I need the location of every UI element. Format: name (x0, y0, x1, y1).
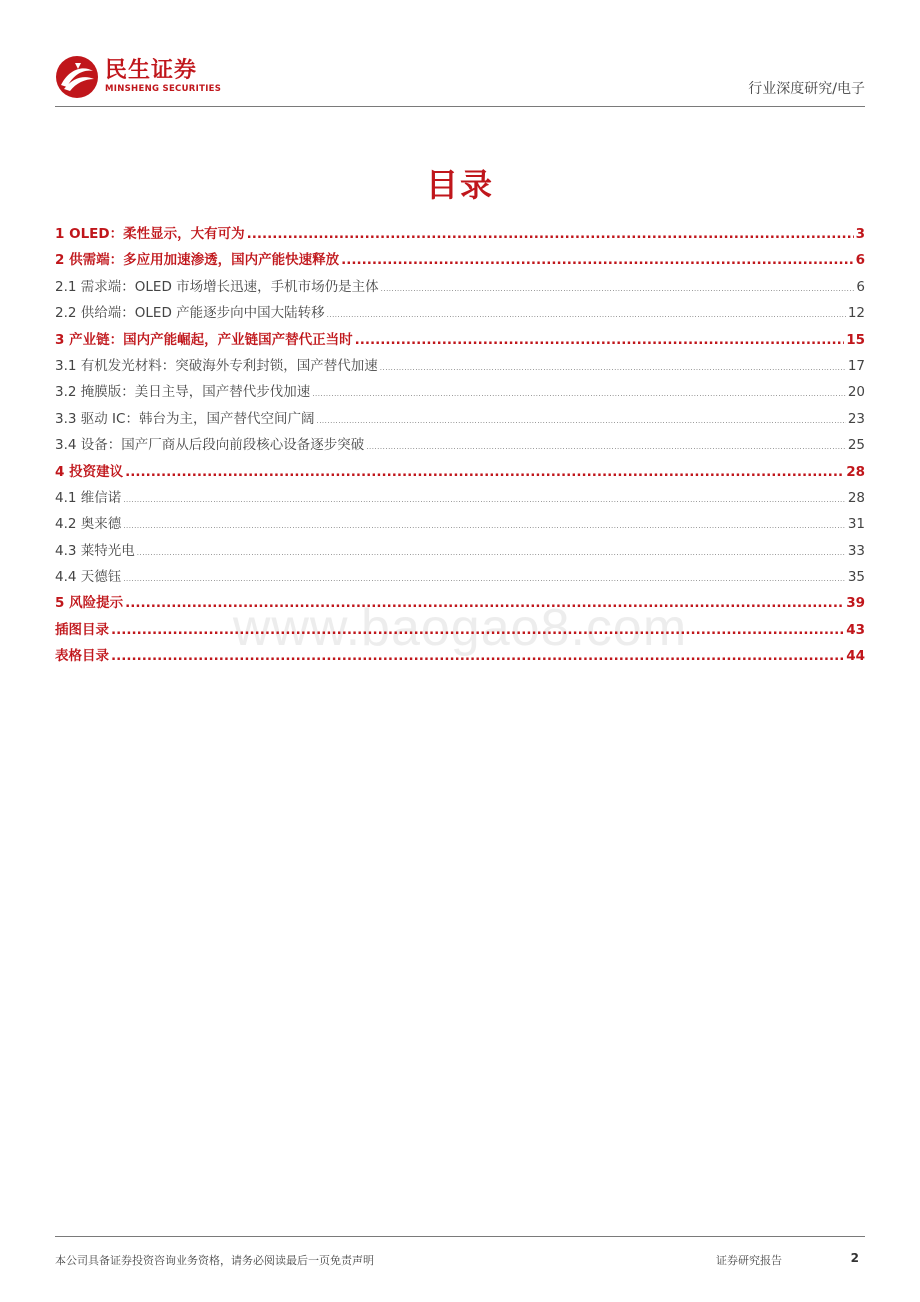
page-footer (55, 1236, 865, 1267)
toc-entry[interactable] (55, 432, 865, 458)
toc-entry-page: 6 (856, 278, 865, 295)
toc-leader-dots (111, 617, 844, 643)
toc-entry[interactable] (55, 485, 865, 511)
toc-entry-page: 31 (847, 516, 865, 533)
toc-entry-page: 33 (847, 542, 865, 559)
toc-entry[interactable] (55, 379, 865, 405)
company-logo (55, 54, 221, 100)
toc-entry-page: 25 (847, 437, 865, 454)
toc-entry-page: 17 (847, 357, 865, 374)
toc-entry-page: 35 (847, 569, 865, 586)
toc-leader-dots (366, 434, 846, 460)
toc-entry-label: 3.2 掩膜版：美日主导，国产替代步伐加速 (55, 384, 311, 401)
toc-entry[interactable] (55, 353, 865, 379)
toc-entry[interactable] (55, 643, 865, 669)
toc-entry-label: 2 供需端：多应用加速渗透，国内产能快速释放 (55, 252, 340, 269)
toc-entry[interactable] (55, 300, 865, 326)
page-title: 目录 (425, 166, 494, 204)
page-number: 2 (850, 1251, 859, 1265)
toc-entry[interactable] (55, 327, 865, 353)
logo-chinese-name: 民生证券 (105, 58, 198, 83)
toc-entry-label: 3.3 驱动 IC：韩台为主，国产替代空间广阔 (55, 410, 315, 427)
toc-leader-dots (137, 540, 846, 566)
toc-entry[interactable] (55, 247, 865, 273)
toc-entry-page: 15 (846, 331, 865, 348)
page-header (55, 52, 865, 107)
table-of-contents (55, 221, 865, 670)
toc-entry-page: 12 (847, 305, 865, 322)
toc-entry-label: 表格目录 (55, 648, 109, 665)
footer-disclaimer: 本公司具备证券投资咨询业务资格，请务必阅读最后一页免责声明 (55, 1254, 374, 1267)
toc-leader-dots (355, 327, 845, 353)
toc-entry-page: 23 (847, 410, 865, 427)
toc-entry-label: 4 投资建议 (55, 463, 124, 480)
toc-entry[interactable] (55, 590, 865, 616)
logo-english-name: MINSHENG SECURITIES (105, 84, 222, 94)
toc-leader-dots (125, 590, 844, 616)
toc-entry[interactable] (55, 538, 865, 564)
toc-entry-page: 28 (846, 463, 865, 480)
toc-leader-dots (312, 381, 846, 407)
toc-entry-label: 4.3 莱特光电 (55, 542, 135, 559)
toc-entry-label: 5 风险提示 (55, 595, 124, 612)
toc-leader-dots (247, 221, 854, 247)
toc-entry[interactable] (55, 459, 865, 485)
toc-entry-page: 39 (846, 595, 865, 612)
toc-entry-page: 6 (855, 252, 865, 269)
watermark: www.baogao8.com (232, 599, 688, 657)
report-category: 行业深度研究/电子 (748, 81, 865, 97)
toc-entry-page: 20 (847, 384, 865, 401)
toc-leader-dots (123, 513, 846, 539)
toc-entry-label: 2.1 需求端：OLED 市场增长迅速，手机市场仍是主体 (55, 278, 379, 295)
footer-report-type: 证券研究报告 (716, 1254, 782, 1267)
toc-entry-label: 3 产业链：国内产能崛起，产业链国产替代正当时 (55, 331, 353, 348)
toc-leader-dots (123, 487, 846, 513)
toc-entry[interactable] (55, 406, 865, 432)
toc-entry-page: 28 (847, 489, 865, 506)
toc-entry[interactable] (55, 511, 865, 537)
toc-entry-label: 3.4 设备：国产厂商从后段向前段核心设备逐步突破 (55, 437, 365, 454)
toc-entry-page: 3 (855, 226, 865, 242)
toc-leader-dots (380, 355, 846, 381)
toc-leader-dots (341, 247, 854, 273)
toc-entry[interactable] (55, 564, 865, 590)
toc-entry-label: 4.2 奥来德 (55, 516, 122, 533)
toc-entry-label: 3.1 有机发光材料：突破海外专利封锁，国产替代加速 (55, 357, 378, 374)
minsheng-logo-icon (55, 55, 99, 99)
toc-entry[interactable] (55, 221, 865, 247)
toc-leader-dots (123, 566, 846, 592)
toc-entry-page: 43 (846, 621, 865, 638)
toc-entry-label: 4.4 天德钰 (55, 569, 122, 586)
toc-entry-label: 2.2 供给端：OLED 产能逐步向中国大陆转移 (55, 305, 325, 322)
toc-entry[interactable] (55, 274, 865, 300)
toc-leader-dots (111, 643, 844, 669)
toc-leader-dots (125, 459, 844, 485)
toc-entry-label: 4.1 维信诺 (55, 489, 122, 506)
toc-leader-dots (327, 302, 846, 328)
toc-entry-label: 插图目录 (55, 621, 109, 638)
toc-entry-label: 1 OLED：柔性显示，大有可为 (55, 226, 245, 242)
toc-leader-dots (381, 276, 855, 302)
toc-leader-dots (316, 408, 845, 434)
toc-entry[interactable] (55, 617, 865, 643)
toc-entry-page: 44 (846, 648, 865, 665)
